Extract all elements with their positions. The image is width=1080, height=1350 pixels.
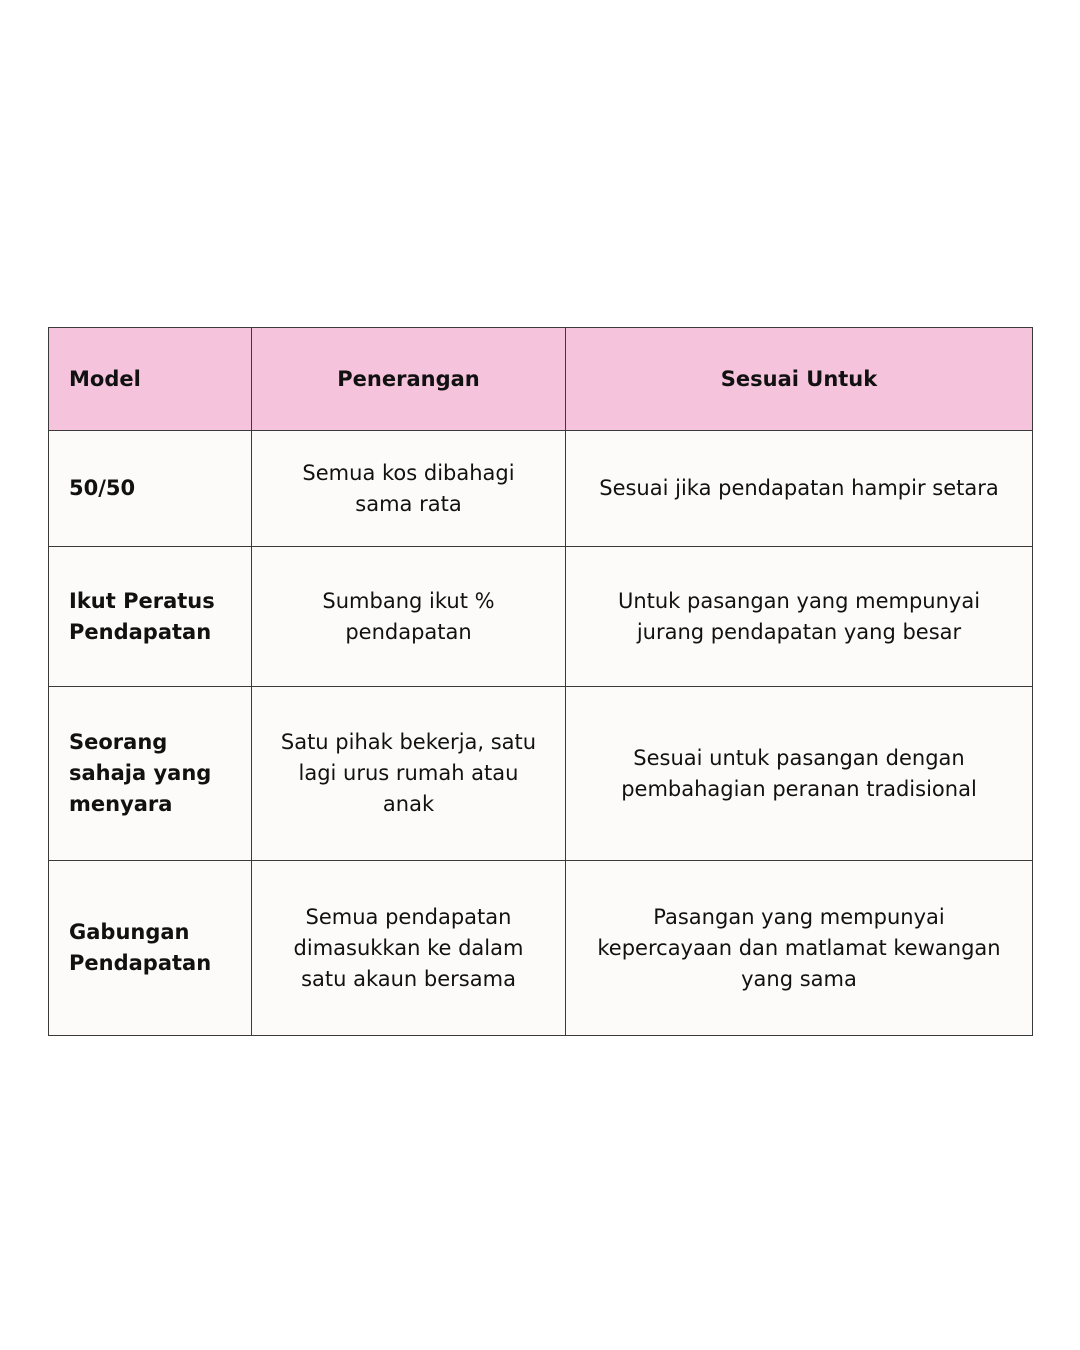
header-model: Model [49, 328, 252, 431]
description-cell: Satu pihak bekerja, satu lagi urus rumah atau anak [252, 687, 566, 861]
model-name-cell: 50/50 [49, 431, 252, 547]
description-cell: Semua kos dibahagi sama rata [252, 431, 566, 547]
description-cell: Sumbang ikut % pendapatan [252, 547, 566, 687]
suitable-for-cell: Untuk pasangan yang mempunyai jurang pendapatan yang besar [566, 547, 1033, 687]
suitable-for-cell: Pasangan yang mempunyai kepercayaan dan matlamat kewangan yang sama [566, 861, 1033, 1036]
header-suitable-for: Sesuai Untuk [566, 328, 1033, 431]
header-description: Penerangan [252, 328, 566, 431]
table-header [49, 328, 1033, 431]
model-name-cell: Seorang sahaja yang menyara [49, 687, 252, 861]
table-row [49, 687, 1033, 861]
model-name-cell: Gabungan Pendapatan [49, 861, 252, 1036]
table-body [49, 431, 1033, 1036]
table-row [49, 431, 1033, 547]
table-row [49, 547, 1033, 687]
suitable-for-cell: Sesuai jika pendapatan hampir setara [566, 431, 1033, 547]
table-row [49, 861, 1033, 1036]
suitable-for-cell: Sesuai untuk pasangan dengan pembahagian peranan tradisional [566, 687, 1033, 861]
header-row [49, 328, 1033, 431]
financial-models-table [48, 327, 1033, 1036]
model-name-cell: Ikut Peratus Pendapatan [49, 547, 252, 687]
description-cell: Semua pendapatan dimasukkan ke dalam satu akaun bersama [252, 861, 566, 1036]
